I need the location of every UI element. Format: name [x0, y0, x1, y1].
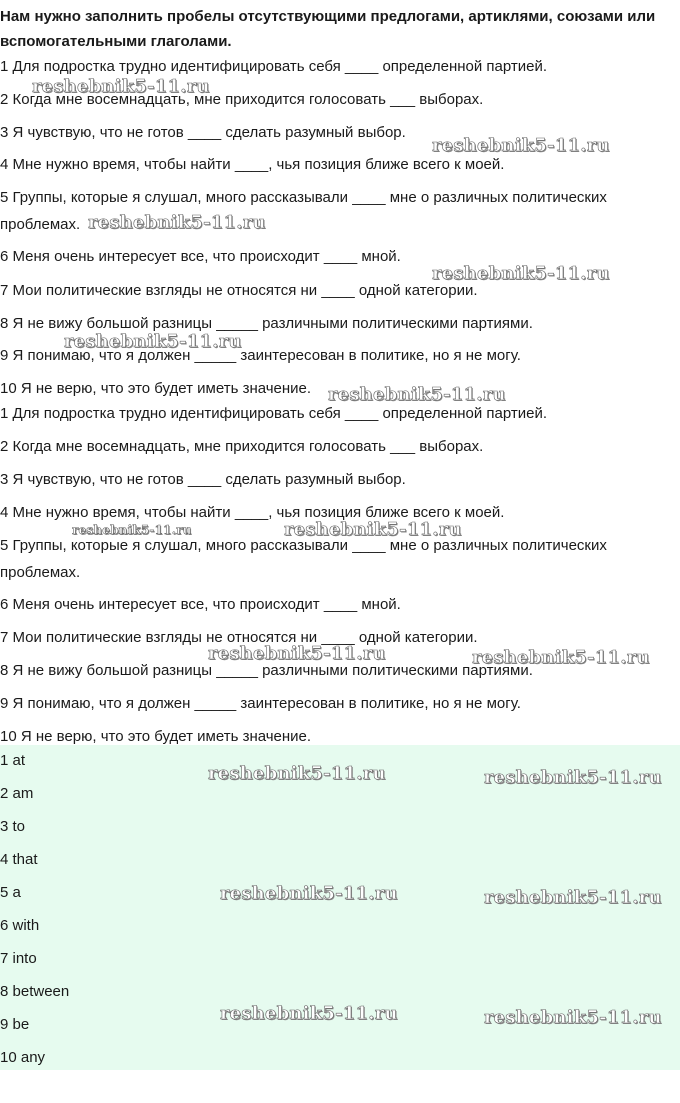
answer-10: 10 any: [0, 1049, 46, 1066]
watermark: reshebnik5-11.ru: [220, 883, 398, 904]
sentence-5-repeat: 5 Группы, которые я слушал, много рассказывали ____ мне о различных политических проблемах.: [0, 537, 607, 581]
sentence-6-repeat: 6 Меня очень интересует все, что происходит ____ мной.: [0, 596, 401, 613]
answer-4: 4 that: [0, 851, 38, 868]
answer-8: 8 between: [0, 983, 70, 1000]
watermark: reshebnik5-11.ru: [432, 135, 610, 156]
answer-2: 2 am: [0, 785, 34, 802]
sentence-10-repeat: 10 Я не верю, что это будет иметь значение.: [0, 728, 312, 745]
watermark: reshebnik5-11.ru: [328, 384, 506, 405]
sentence-7-repeat: 7 Мои политические взгляды не относятся ни ____ одной категории.: [0, 629, 478, 646]
sentence-4-repeat: 4 Мне нужно время, чтобы найти ____, чья позиция ближе всего к моей.: [0, 504, 505, 521]
watermark: reshebnik5-11.ru: [208, 643, 386, 664]
sentence-9-repeat: 9 Я понимаю, что я должен _____ заинтересован в политике, но я не могу.: [0, 695, 521, 712]
sentence-1-repeat: 1 Для подростка трудно идентифицировать себя ____ определенной партией.: [0, 405, 548, 422]
watermark: reshebnik5-11.ru: [472, 647, 650, 668]
sentence-6: 6 Меня очень интересует все, что происходит ____ мной.: [0, 248, 401, 265]
sentence-2-repeat: 2 Когда мне восемнадцать, мне приходится голосовать ___ выборах.: [0, 438, 484, 455]
watermark: reshebnik5-11.ru: [208, 763, 386, 784]
sentence-4: 4 Мне нужно время, чтобы найти ____, чья позиция ближе всего к моей.: [0, 156, 505, 173]
sentence-8-repeat: 8 Я не вижу большой разницы _____ различными политическими партиями.: [0, 662, 533, 679]
watermark: reshebnik5-11.ru: [484, 767, 662, 788]
answer-5: 5 a: [0, 884, 21, 901]
watermark: reshebnik5-11.ru: [64, 331, 242, 352]
watermark: reshebnik5-11.ru: [284, 519, 462, 540]
watermark: reshebnik5-11.ru: [88, 212, 266, 233]
watermark: reshebnik5-11.ru: [484, 1007, 662, 1028]
answer-9: 9 be: [0, 1016, 30, 1033]
answer-1: 1 at: [0, 752, 26, 769]
sentence-10: 10 Я не верю, что это будет иметь значение.: [0, 380, 312, 397]
sentence-9: 9 Я понимаю, что я должен _____ заинтересован в политике, но я не могу.: [0, 347, 521, 364]
watermark: reshebnik5-11.ru: [72, 523, 192, 537]
sentence-2: 2 Когда мне восемнадцать, мне приходится голосовать ___ выборах.: [0, 91, 484, 108]
sentence-3: 3 Я чувствую, что не готов ____ сделать разумный выбор.: [0, 124, 406, 141]
sentence-7: 7 Мои политические взгляды не относятся ни ____ одной категории.: [0, 282, 478, 299]
answer-6: 6 with: [0, 917, 40, 934]
watermark: reshebnik5-11.ru: [432, 263, 610, 284]
watermark: reshebnik5-11.ru: [32, 76, 210, 97]
answer-7: 7 into: [0, 950, 37, 967]
task-heading: Нам нужно заполнить пробелы отсутствующими предлогами, артиклями, союзами или вспомогательными глаголами.: [0, 8, 656, 50]
answers-panel: [0, 745, 680, 1070]
answer-3: 3 to: [0, 818, 26, 835]
watermark: reshebnik5-11.ru: [484, 887, 662, 908]
sentence-1: 1 Для подростка трудно идентифицировать себя ____ определенной партией.: [0, 58, 548, 75]
watermark: reshebnik5-11.ru: [220, 1003, 398, 1024]
sentence-8: 8 Я не вижу большой разницы _____ различными политическими партиями.: [0, 315, 533, 332]
sentence-5: 5 Группы, которые я слушал, много рассказывали ____ мне о различных политических проблемах.: [0, 189, 607, 233]
sentence-3-repeat: 3 Я чувствую, что не готов ____ сделать разумный выбор.: [0, 471, 406, 488]
